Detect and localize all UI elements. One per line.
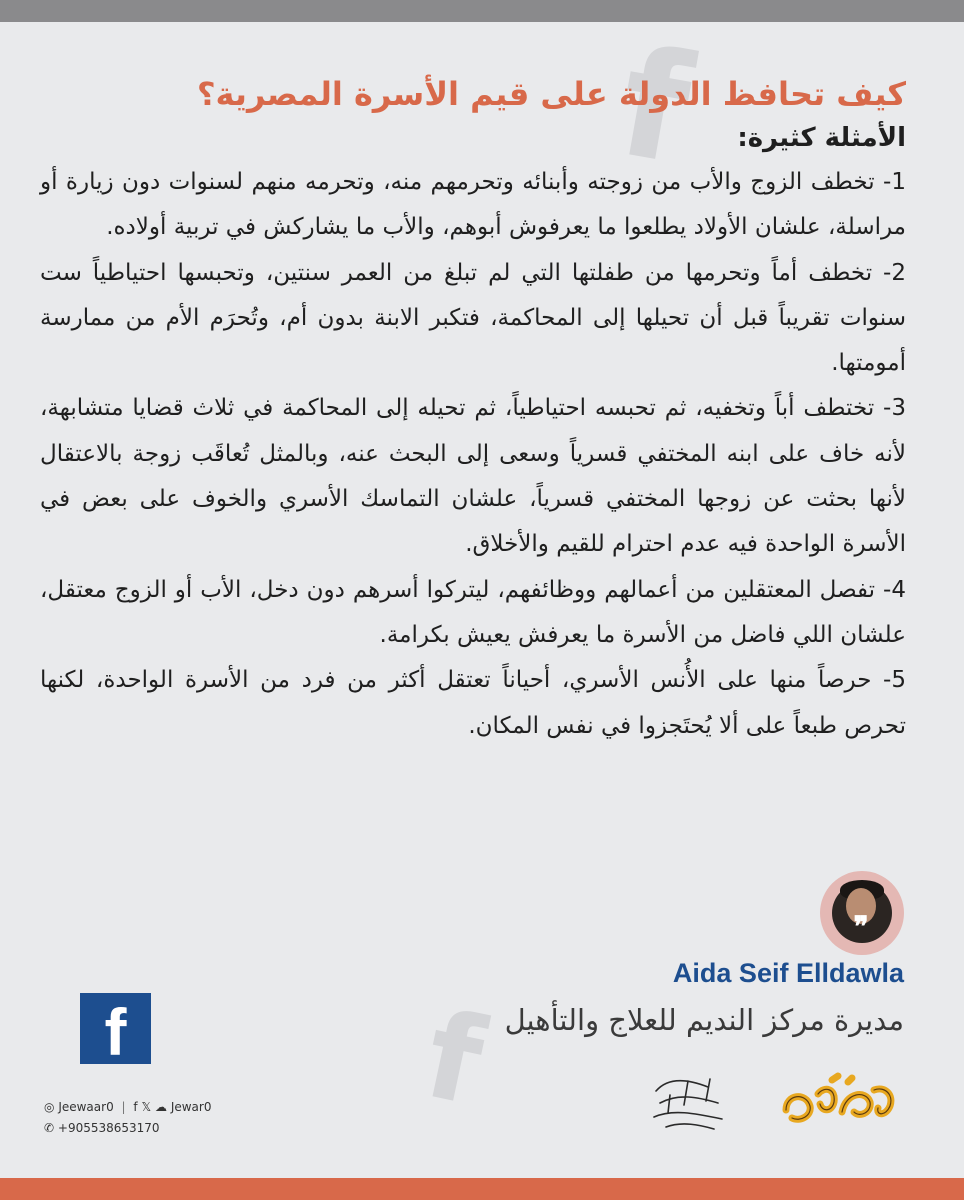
- twitter-handle[interactable]: Jewar0: [170, 1100, 212, 1114]
- quote-icon: ❞: [853, 910, 869, 943]
- facebook-small-icon[interactable]: f: [133, 1100, 138, 1114]
- facebook-icon[interactable]: [80, 993, 151, 1069]
- calligraphy-logo: [648, 1073, 726, 1135]
- social-handles: [44, 1100, 211, 1114]
- soundcloud-icon[interactable]: ☁: [154, 1100, 167, 1114]
- author-role: مديرة مركز النديم للعلاج والتأهيل: [504, 1003, 904, 1037]
- phone-contact: [44, 1121, 160, 1135]
- paragraph-1: 1- تخطف الزوج والأب من زوجته وأبنائه وتحرمهم منه، وتحرمه منهم لسنوات دون زيارة أو مراسلة، علشان الأولاد يطلعوا ما يعرفوش أبوهم، والأب ما يشاركش في تربية أولاده.: [40, 169, 906, 241]
- paragraph-3: 3- تختطف أباً وتخفيه، ثم تحبسه احتياطياً، ثم تحيله إلى المحاكمة في ثلاث قضايا متشابهة، لأنه خاف على ابنه المختفي قسرياً وسعى إلى البحث عنه، وبالمثل تُعاقَب زوجة بالاعتقال لأنها بحثت عن زوجها المختفي قسرياً، علشان التماسك الأسري والخوف على بعض في الأسرة الواحدة فيه عدم احترام للقيم والأخلاق.: [40, 395, 906, 558]
- facebook-letter: f: [104, 995, 127, 1069]
- facebook-watermark-icon: f: [607, 15, 702, 199]
- article-subtitle: الأمثلة كثيرة:: [737, 123, 906, 153]
- facebook-watermark-icon: f: [414, 986, 495, 1133]
- instagram-handle[interactable]: Jeewaar0: [58, 1100, 114, 1114]
- jewar-brand-logo: [776, 1072, 902, 1130]
- paragraph-5: 5- حرصاً منها على الأُنس الأسري، أحياناً تعتقل أكثر من فرد من الأسرة الواحدة، لكنها تحرص طبعاً على ألا يُحتَجزوا في نفس المكان.: [40, 667, 906, 739]
- author-name: Aida Seif Elldawla: [672, 958, 904, 988]
- top-bar: [0, 0, 964, 22]
- divider: |: [121, 1100, 126, 1114]
- x-icon[interactable]: 𝕏: [141, 1100, 152, 1114]
- whatsapp-icon[interactable]: ✆: [44, 1121, 55, 1135]
- instagram-icon[interactable]: ◎: [44, 1100, 55, 1114]
- article-body: [40, 70, 906, 749]
- bottom-bar: [0, 1178, 964, 1200]
- paragraph-2: 2- تخطف أماً وتحرمها من طفلتها التي لم تبلغ من العمر سنتين، وتحبسها احتياطياً ست سنوات تقريباً قبل أن تحيلها إلى المحاكمة، فتكبر الابنة بدون أم، وتُحرَم الأم من ممارسة أمومتها.: [40, 259, 906, 377]
- page-title: كيف تحافظ الدولة على قيم الأسرة المصرية؟: [196, 75, 906, 113]
- paragraph-4: 4- تفصل المعتقلين من أعمالهم ووظائفهم، ليتركوا أسرهم دون دخل، الأب أو الزوج معتقل، علشان اللي فاضل من الأسرة ما يعرفش يعيش بكرامة.: [40, 576, 906, 648]
- phone-number[interactable]: +905538653170: [57, 1121, 160, 1135]
